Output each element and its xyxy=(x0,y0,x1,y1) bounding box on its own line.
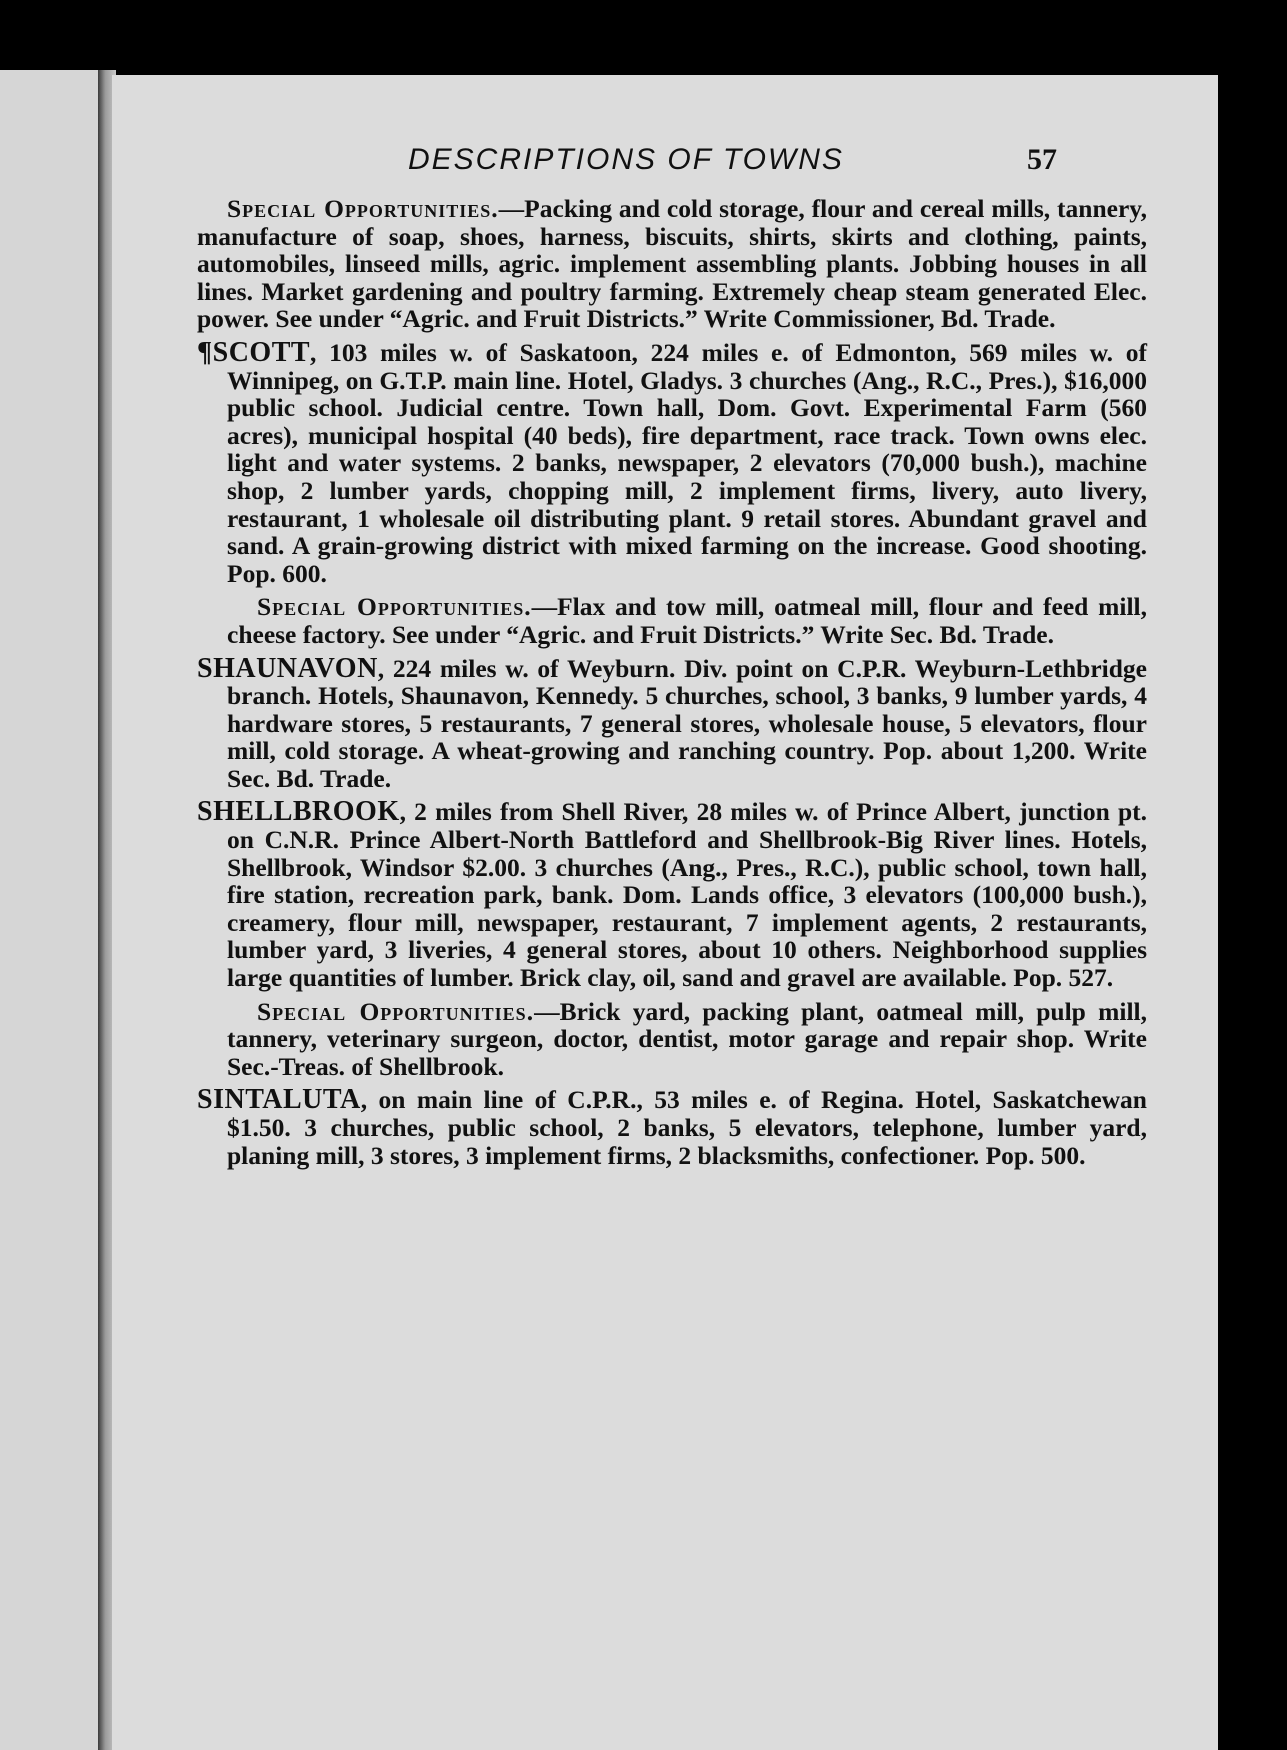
page-number: 57 xyxy=(1027,143,1057,176)
special-opportunities-paragraph xyxy=(197,593,1147,648)
page-header xyxy=(112,143,1218,183)
town-description: , 2 miles from Shell River, 28 miles w. of Prince Albert, junction pt. on C.N.R. Prince Albert-North Battleford and Shellbrook-Big River lines. Hotels, Shellbrook, Windsor $2.00. 3 churches (Ang., Pres., R.C.), public school, town hall, fire station, recreation park, bank. Dom. Lands office, 3 elevators (100,000 bush.), creamery, flour mill, newspaper, restaurant, 7 implement agents, 2 restaurants, lumber yard, 3 liveries, 4 general stores, about 10 others. Neighborhood supplies large quantities of lumber. Brick clay, oil, sand and gravel are available. Pop. 527. xyxy=(227,797,1147,993)
special-opportunities-text: —Flax and tow mill, oatmeal mill, flour and feed mill, cheese factory. See under “Agric. and Fruit Districts.” Write Sec. Bd. Trade. xyxy=(227,592,1147,649)
special-opportunities-lead: Special Opportunities. xyxy=(257,592,532,622)
town-name: SINTALUTA xyxy=(197,1084,361,1116)
town-name: SHELLBROOK xyxy=(197,796,400,828)
special-opportunities-text: —Brick yard, packing plant, oatmeal mill, pulp mill, tannery, veterinary surgeon, doctor, dentist, motor garage and repair shop. Write Sec.-Treas. of Shellbrook. xyxy=(227,996,1147,1081)
town-name: SHAUNAVON xyxy=(197,652,378,684)
town-name: ¶SCOTT xyxy=(197,336,311,368)
running-head: DESCRIPTIONS OF TOWNS xyxy=(408,143,844,176)
town-entry-shaunavon xyxy=(197,652,1147,793)
special-opportunities-lead: Special Opportunities. xyxy=(257,996,535,1026)
special-opportunities-paragraph xyxy=(197,998,1147,1081)
special-opportunities-lead: Special Opportunities. xyxy=(227,194,499,223)
special-opportunities-paragraph xyxy=(197,195,1147,333)
town-entry-scott xyxy=(197,336,1147,588)
book-page xyxy=(112,75,1218,1750)
town-entry-sintaluta xyxy=(197,1086,1147,1169)
town-description: , on main line of C.P.R., 53 miles e. of Regina. Hotel, Saskatchewan $1.50. 3 churches, public school, 2 banks, 5 elevators, telephone, lumber yard, planing mill, 3 stores, 3 implement firms, 2 blacksmiths, confectioner. Pop. 500. xyxy=(227,1085,1147,1170)
page-content xyxy=(197,195,1147,1175)
special-opportunities-text: —Packing and cold storage, flour and cereal mills, tannery, manufacture of soap, shoes, harness, biscuits, shirts, skirts and clothing, paints, automobiles, linseed mills, agric. implement assembling plants. Jobbing houses in all lines. Market gardening and poultry farming. Extremely cheap steam generated Elec. power. See under “Agric. and Fruit Districts.” Write Commissioner, Bd. Trade. xyxy=(197,194,1147,334)
town-description: , 224 miles w. of Weyburn. Div. point on C.P.R. Weyburn-Lethbridge branch. Hotels, Shaunavon, Kennedy. 5 churches, school, 3 banks, 9 lumber yards, 4 hardware stores, 5 restaurants, 7 general stores, wholesale house, 5 elevators, flour mill, cold storage. A wheat-growing and ranching country. Pop. about 1,200. Write Sec. Bd. Trade. xyxy=(227,653,1147,793)
town-entry-shellbrook xyxy=(197,798,1147,991)
facing-page-edge xyxy=(0,70,101,1750)
town-description: , 103 miles w. of Saskatoon, 224 miles e. of Edmonton, 569 miles w. of Winnipeg, on G.T.P. main line. Hotel, Gladys. 3 churches (Ang., R.C., Pres.), $16,000 public school. Judicial centre. Town hall, Dom. Govt. Experimental Farm (560 acres), municipal hospital (40 beds), fire department, race track. Town owns elec. light and water systems. 2 banks, newspaper, 2 elevators (70,000 bush.), machine shop, 2 lumber yards, chopping mill, 2 implement firms, livery, auto livery, restaurant, 1 wholesale oil distributing plant. 9 retail stores. Abundant gravel and sand. A grain-growing district with mixed farming on the increase. Good shooting. Pop. 600. xyxy=(227,337,1147,588)
